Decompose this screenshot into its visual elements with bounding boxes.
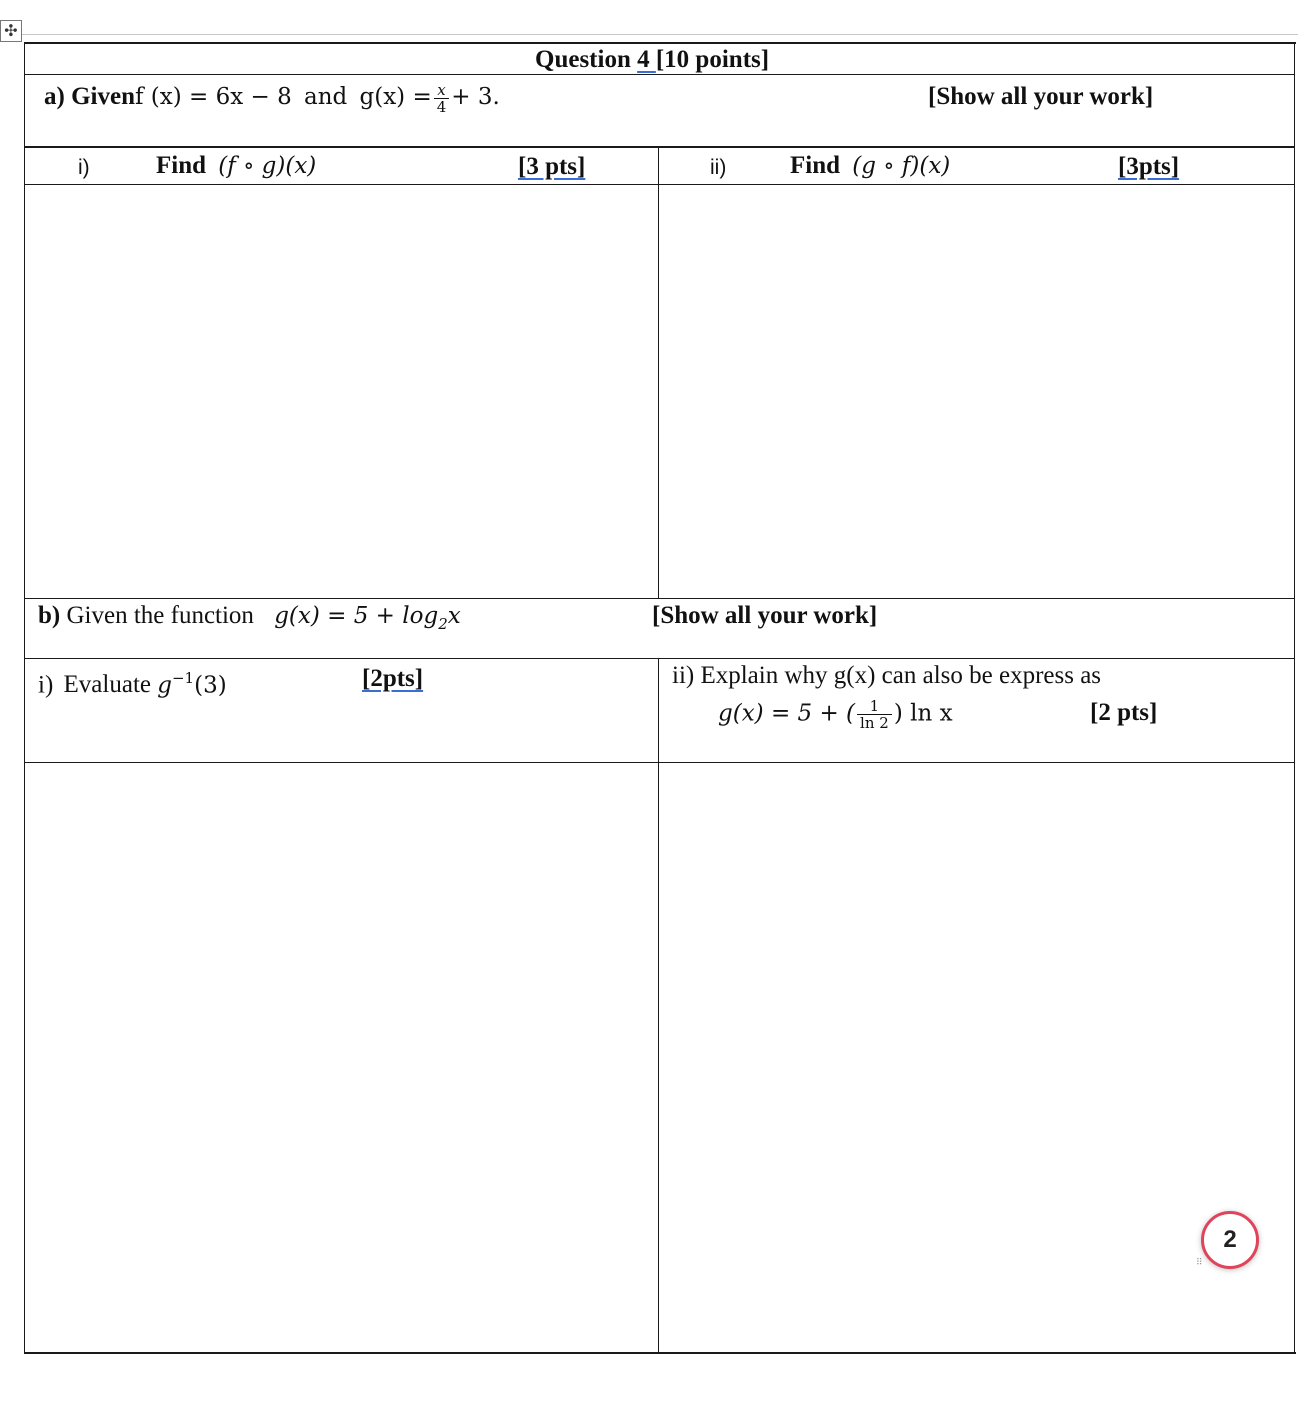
- badge-drag-dots-icon: ⠿: [1196, 1258, 1203, 1268]
- row-line-a-header: [24, 146, 1295, 148]
- row-line-title: [24, 74, 1295, 75]
- part-a-statement: [44, 82, 500, 115]
- answer-area-a-i[interactable]: [26, 186, 657, 597]
- part-b-g-variable: x: [447, 603, 461, 629]
- g-fraction: [434, 82, 450, 115]
- part-b-statement: [38, 602, 461, 638]
- part-b-ii-fraction-denominator: ln 2: [860, 714, 889, 732]
- answer-area-a-ii[interactable]: [660, 186, 1293, 597]
- table-move-handle[interactable]: ✣: [0, 20, 22, 42]
- part-a-ii-expression: (g ∘ f)(x): [852, 153, 951, 179]
- part-b-label: b): [38, 602, 61, 629]
- part-b-i-points: [2pts]: [362, 665, 424, 692]
- part-b-log-base: 2: [438, 615, 448, 633]
- title-number: 4: [637, 46, 656, 73]
- part-b-i-text: Evaluate: [63, 671, 151, 699]
- part-b-i-argument: (3): [194, 672, 227, 699]
- part-b-show-work: [Show all your work]: [652, 602, 878, 629]
- part-a-label: a) Given: [44, 83, 135, 111]
- part-a-i-points: [3 pts]: [518, 153, 586, 180]
- part-b-i-inverse-sup: −1: [171, 669, 195, 687]
- part-a-ii-find: Find: [790, 152, 841, 179]
- part-a-ii-label: ii): [710, 156, 727, 179]
- row-line-b-work: [24, 762, 1295, 763]
- g-definition-lhs: g(x) =: [359, 84, 432, 111]
- part-b-ii-formula: [718, 698, 953, 731]
- part-b-ii-question: ii) Explain why g(x) can also be express as: [672, 662, 1102, 689]
- part-b-given-text: Given the function: [66, 602, 254, 629]
- g-fraction-numerator: x: [434, 82, 450, 99]
- g-definition-rhs: + 3.: [451, 84, 500, 111]
- row-line-b-sub: [24, 658, 1295, 659]
- row-line-a-sub: [24, 184, 1295, 185]
- part-a-ii-points: [3pts]: [1118, 153, 1180, 180]
- part-a-show-work: [Show all your work]: [928, 83, 1154, 110]
- table-border-right: [1294, 42, 1295, 1354]
- answer-area-b-i[interactable]: [26, 764, 657, 1351]
- part-b-ii-fraction: [857, 698, 892, 731]
- question-title: [535, 46, 769, 74]
- title-points: [10 points]: [655, 46, 770, 73]
- part-a-i-question: [156, 152, 316, 180]
- part-b-i-label: i): [38, 671, 54, 699]
- and-word: and: [304, 84, 348, 111]
- table-border-left: [24, 42, 25, 1354]
- top-rule: [22, 34, 1298, 35]
- g-fraction-denominator: 4: [436, 98, 447, 116]
- table-border-top: [24, 42, 1296, 44]
- part-b-g-definition: g(x) = 5 + log: [274, 603, 439, 629]
- part-a-i-expression: (f ∘ g)(x): [218, 153, 317, 179]
- part-a-i-label: i): [78, 156, 90, 179]
- part-b-ii-formula-lhs: g(x) = 5 + (: [718, 700, 856, 727]
- column-divider-a: [658, 146, 659, 598]
- f-definition: f (x) = 6x − 8: [134, 84, 292, 111]
- table-border-bottom: [24, 1352, 1296, 1354]
- part-b-i-g: g: [157, 672, 172, 699]
- page-number-badge[interactable]: 2: [1201, 1211, 1259, 1269]
- part-a-ii-question: [790, 152, 950, 180]
- part-a-i-find: Find: [156, 152, 207, 179]
- part-b-ii-formula-rhs: ) ln x: [893, 700, 953, 727]
- part-b-ii-fraction-numerator: 1: [857, 698, 892, 715]
- part-b-i-question: [38, 664, 227, 699]
- row-line-b-header: [24, 598, 1295, 599]
- part-b-ii-points: [2 pts]: [1090, 699, 1158, 726]
- title-prefix: Question: [535, 46, 638, 73]
- column-divider-b: [658, 658, 659, 1352]
